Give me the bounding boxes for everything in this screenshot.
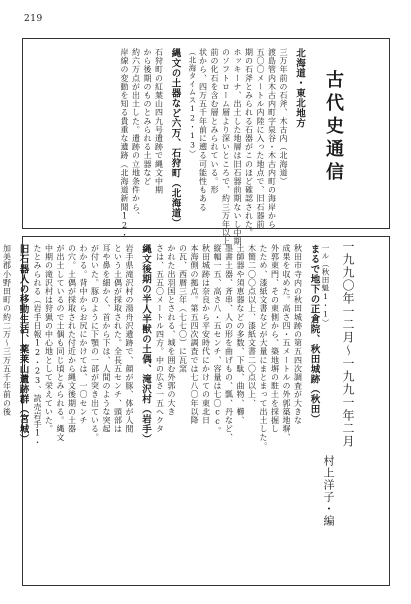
article-source: （北海タイムス12・13） [188,48,197,158]
article-line: 加美郡小野田町の約二万～三万五千年前の後 [2,244,12,416]
article-line: たとみられる（岩手日報12・23、読売岩手1・ [33,244,42,447]
article-line: 土師器や須恵器などの多数、下駄、曲物、櫛、 [236,244,245,425]
article-line: 秋田市寺内の秋田城跡の第五四次調査が大きな [293,244,303,425]
article-heading: 縄文の土器など六万、石狩町（北海道） [169,48,181,228]
article-line: という土偶が採取された。全長五センチ、頭部は [113,244,123,434]
article-source: 一ル（秋田魁1・1） [321,244,330,327]
article-line: 成果を収めた。高さ四・五メートルの外郭築地塀、 [282,244,291,442]
page-number: 219 [24,14,43,24]
article-line: の瓦、西暦三年（七七〇）に瓦窯 [178,244,188,373]
article-line: 三万年前の石斧、木古内（北海道） [279,48,288,186]
page-title: 古代史通信 [323,70,344,185]
article-heading: 旧石器人の移動生活、薬莱山遺跡群（宮城） [17,244,29,444]
article-line: 木簡二〇〇点以上、漆紙文書二〇点以上、 [247,244,257,408]
article-line: たため、漆紙文書などが大量にまとまって出土した。 [259,244,268,451]
article-heading: まるで地下の正倉院、秋田城跡（秋田） [308,244,320,424]
article-line: 本海側の拠点。第五四次調査では七八〇年以降 [190,244,199,425]
article-line: の穴。土偶が採取された付近から縄文後期の土器 [67,244,77,434]
article-line: 状から、四万五千年前に遡る可能性もある [198,48,208,212]
article-line: 五〇〇メートル内陸に入った地点で、旧石器前 [256,48,265,229]
article-line: 墨書土器、斉串、人の形を曲げもの、瓢、丹など、 [224,244,234,442]
article-heading: 北海道・東北地方 [294,48,305,128]
article-line: 外郭東門、その東側から、築地塀の駐土を採掘し [270,244,280,434]
article-line: 中期の滝沢村は狩猟の中心地として栄えていた。 [44,244,54,434]
article-line: 渡島管内木古内町字泉谷・木古内町の海岸から [267,48,277,229]
date-range: 一九九〇年一二月～一九九一年二月 [341,240,355,448]
article-line: 前の化石を含む層とみられている。形 [210,48,219,195]
article-line: 岸線の変動を知る貴重な遺跡（北海道新聞12・ [120,48,129,240]
article-line: 縦幅一五、高さ八・五センチ、容量は七〇cc。 [213,244,222,436]
article-line: ホッキーナ、出土した地層は旧石器前期ないし中期 [233,48,242,246]
article-line: が付いた。豚のように下顎の一部が突き出ている。 [90,244,100,442]
article-line: 岩手県滝沢村の湯舟沢遺跡で、顔が豚、体が人間 [125,244,134,434]
article-line: から後期のものとみられる土器など [143,48,152,186]
article-line: 秋田城跡は奈良から平安時代にかけての東北日 [201,244,211,425]
article-line: 耳や鼻を細かく、首から下は、人間のような突起 [102,244,111,434]
article-heading: 縄文後期の半人半獣の土偶、滝沢村（岩手） [140,244,151,444]
article-line: 石狩町の紅葉山四九号遺跡で縄文中期 [154,48,164,195]
editor-credit: 村上洋子・編 [322,455,335,527]
article-line: かれた出羽国とされる、城を囲む外郭の大き [167,244,176,416]
article-line: のソフトローム層より深いところで、約三万年以上 [221,48,231,246]
article-line: わかる。背中からお尻にかけては、一〇センチ [79,244,88,425]
article-line: さは、五五〇メートル四方。中の広さ一五ヘクタ [155,244,165,434]
article-line: 期の石斧とみられる石器がこのほど確認された。 [244,48,254,238]
article-line: が出土しているので土偶も同じ頃とみられる。縄文 [56,244,65,442]
article-line: 約六万点が出土した。遺跡の立地条件から、 [131,48,141,220]
